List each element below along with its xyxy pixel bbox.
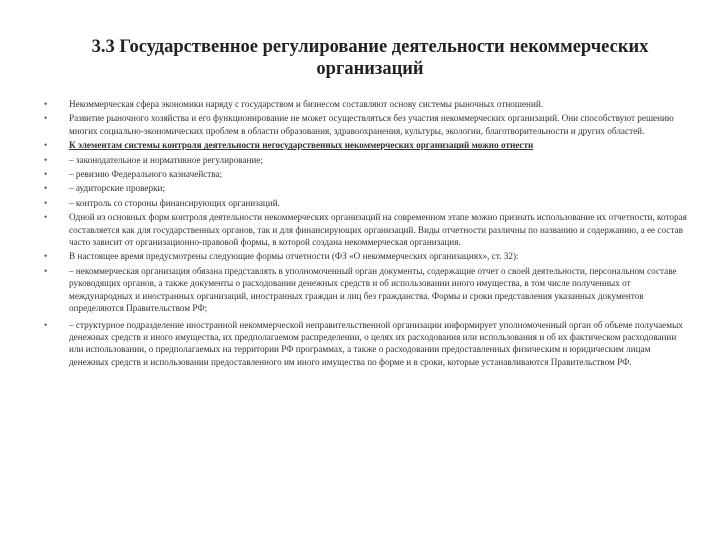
bullet-text: – законодательное и нормативное регулирование; bbox=[69, 154, 263, 165]
bullet-text: – контроль со стороны финансирующих организаций. bbox=[69, 197, 280, 208]
bullet-item bbox=[0, 319, 689, 369]
bullet-item bbox=[0, 265, 689, 315]
bullet-icon: • bbox=[44, 99, 48, 109]
bullet-text: – ревизию Федерального казначейства; bbox=[69, 169, 223, 180]
bullet-icon: • bbox=[44, 197, 48, 208]
bullet-item bbox=[0, 98, 689, 110]
bullet-item bbox=[0, 250, 689, 262]
bullet-text: Одной из основных форм контроля деятельности некоммерческих организаций на современном этапе можно признать использование их отчетности, которая составляется как для государственных органов, так и для финансирующих организаций. Виды отчетности различны по названию и содержанию, а ее состав часто зависит от организационно-правовой формы, в которой создана некоммерческая организация. bbox=[69, 212, 687, 248]
bullet-item bbox=[0, 112, 689, 137]
bullet-text: – структурное подразделение иностранной некоммерческой неправительственной организации информирует уполномоченный орган об объеме получаемых денежных средств и иного имущества, их предполагаемом распределении, о целях их расходования или использования и об их фактическом расходовании или использовании, о предполагаемых на территории РФ программах, а также о расходовании предоставленных физическим и юридическим лицам денежных средств и использовании предоставленного им иного имущества по форме и в сроки, которые устанавливаются Правительством РФ. bbox=[69, 319, 683, 367]
bullet-icon: • bbox=[44, 319, 48, 330]
bullet-icon: • bbox=[44, 113, 48, 124]
bullet-icon: • bbox=[44, 251, 48, 262]
bullet-icon: • bbox=[44, 265, 48, 276]
bullet-text: Некоммерческая сфера экономики наряду с государством и бизнесом составляют основу системы рыночных отношений. bbox=[69, 99, 544, 109]
bullet-icon: • bbox=[44, 212, 48, 223]
bullet-icon: • bbox=[44, 140, 48, 151]
bullet-text: – аудиторские проверки; bbox=[69, 183, 166, 194]
bullet-icon: • bbox=[44, 183, 48, 194]
bullet-item bbox=[0, 182, 689, 194]
bullet-list bbox=[0, 98, 720, 368]
bullet-item bbox=[0, 168, 689, 180]
slide-title: 3.3 Государственное регулирование деятельности некоммерческих организаций bbox=[91, 37, 649, 79]
bullet-item bbox=[0, 139, 689, 151]
bullet-item bbox=[0, 197, 689, 209]
bullet-item bbox=[0, 211, 689, 248]
bullet-text-heading: К элементам системы контроля деятельности негосударственных некоммерческих организаций можно отнести bbox=[69, 140, 534, 151]
bullet-item bbox=[0, 154, 689, 166]
bullet-text: В настоящее время предусмотрены следующие формы отчетности (ФЗ «О некоммерческих организациях», ст. 32): bbox=[69, 251, 519, 262]
bullet-icon: • bbox=[44, 154, 48, 165]
bullet-icon: • bbox=[44, 169, 48, 180]
bullet-text: – некоммерческая организация обязана представлять в уполномоченный орган документы, содержащие отчет о своей деятельности, персональном составе руководящих органов, а также документы о расходовании денежных средств и об использовании иного имущества, в том числе полученных от международных и иностранных организаций, иностранных граждан и лиц без гражданства. Формы и сроки представления указанных документов определяются Правительством РФ; bbox=[69, 265, 677, 314]
bullet-text: Развитие рыночного хозяйства и его функционирование не может осуществляться без участия некоммерческих организаций. Они способствуют решению многих социально-экономических проблем в области образования, здравоохранения, культуры, экологии, благотворительности и других областей. bbox=[69, 113, 674, 136]
